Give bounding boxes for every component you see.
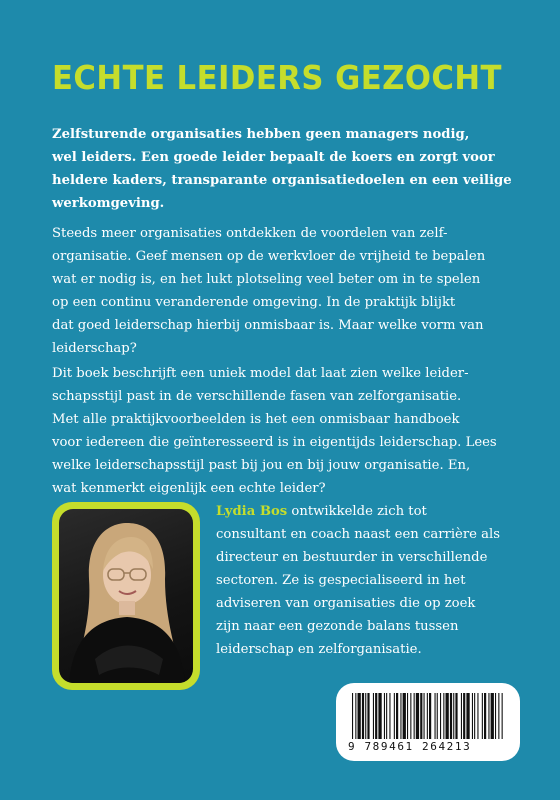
isbn-barcode [336, 683, 520, 761]
barcode-bar [495, 693, 496, 739]
text-line: welke leiderschapsstijl past bij jou en bij jouw organisatie. En, [52, 458, 471, 473]
text-line: wat kenmerkt eigenlijk een echte leider? [52, 481, 326, 496]
barcode-bar [365, 693, 366, 739]
barcode-bar [429, 693, 431, 739]
text-line: heldere kaders, transparante organisatiedoelen en een veilige [52, 173, 512, 188]
text-line: adviseren van organisaties die op zoek [216, 596, 476, 611]
author-photo [59, 509, 193, 683]
barcode-bar [463, 693, 465, 739]
barcode-bar [453, 693, 454, 739]
barcode-bar [362, 693, 364, 739]
text-line: consultant en coach naast een carrière als [216, 527, 500, 542]
barcode-bar [403, 693, 406, 739]
barcode-bar [414, 693, 415, 739]
text-line: zijn naar een gezonde balans tussen [216, 619, 459, 634]
barcode-bar [440, 693, 441, 739]
barcode-bar [400, 693, 401, 739]
barcode-bar [466, 693, 469, 739]
barcode-bar [482, 693, 483, 739]
barcode-bar [355, 693, 356, 739]
text-line: sectoren. Ze is gespecialiseerd in het [216, 573, 466, 588]
barcode-bar [437, 693, 438, 739]
author-photo-frame [52, 502, 200, 690]
body-paragraph-1 [52, 222, 522, 360]
barcode-bar [477, 693, 478, 739]
barcode-bar [396, 693, 398, 739]
text-line: Steeds meer organisaties ontdekken de voordelen van zelf- [52, 226, 448, 241]
text-line: op een continu veranderende omgeving. In de praktijk blijkt [52, 295, 456, 310]
text-line [216, 500, 536, 523]
barcode-bar [435, 693, 436, 739]
bio-text: ontwikkelde zich tot [287, 504, 427, 519]
barcode-bar [407, 693, 408, 739]
text-line: schapsstijl past in de verschillende fasen van zelforganisatie. [52, 389, 462, 404]
barcode-bar [373, 693, 374, 739]
barcode-bar [352, 693, 353, 739]
barcode-bar [378, 693, 381, 739]
text-line: Met alle praktijkvoorbeelden is het een onmisbaar handboek [52, 412, 460, 427]
author-bio [216, 500, 536, 661]
text-line: wel leiders. Een goede leider bepaalt de koers en zorgt voor [52, 150, 495, 165]
barcode-bar [474, 693, 475, 739]
barcode-bar [384, 693, 385, 739]
text-line: leiderschap en zelforganisatie. [216, 642, 422, 657]
barcode-bars [350, 693, 506, 739]
barcode-bar [386, 693, 387, 739]
barcode-bar [420, 693, 422, 739]
barcode-bar [455, 693, 457, 739]
barcode-bar [484, 693, 486, 739]
barcode-bar [502, 693, 503, 739]
barcode-bar [358, 693, 361, 739]
body-paragraph-2 [52, 362, 522, 500]
text-line: werkomgeving. [52, 196, 165, 211]
text-line: organisatie. Geef mensen op de werkvloer de vrijheid te bepalen [52, 249, 486, 264]
barcode-bar [416, 693, 419, 739]
text-line: Dit boek beschrijft een uniek model dat laat zien welke leider- [52, 366, 469, 381]
barcode-bar [410, 693, 411, 739]
cover-title: ECHTE LEIDERS GEZOCHT [52, 58, 502, 97]
barcode-bar [488, 693, 489, 739]
barcode-bar [424, 693, 425, 739]
barcode-bar [427, 693, 428, 739]
isbn-number: 9 789461 264213 [348, 740, 472, 753]
barcode-bar [389, 693, 390, 739]
text-line: Zelfsturende organisaties hebben geen managers nodig, [52, 127, 470, 142]
barcode-bar [446, 693, 449, 739]
barcode-bar [450, 693, 452, 739]
intro-paragraph [52, 123, 512, 215]
text-line: dat goed leiderschap hierbij onmisbaar is. Maar welke vorm van [52, 318, 484, 333]
author-name: Lydia Bos [216, 504, 288, 519]
barcode-bar [375, 693, 377, 739]
text-line: leiderschap? [52, 341, 137, 356]
barcode-bar [472, 693, 473, 739]
text-line: voor iedereen die geïnteresseerd is in eigentijds leiderschap. Lees [52, 435, 497, 450]
barcode-bar [461, 693, 462, 739]
barcode-bar [443, 693, 444, 739]
barcode-bar [498, 693, 499, 739]
text-line: directeur en bestuurder in verschillende [216, 550, 488, 565]
barcode-bar [367, 693, 369, 739]
author-portrait-illustration [59, 509, 193, 683]
barcode-bar [491, 693, 494, 739]
text-line: wat er nodig is, en het lukt plotseling veel beter om in te spelen [52, 272, 481, 287]
barcode-bar [394, 693, 395, 739]
